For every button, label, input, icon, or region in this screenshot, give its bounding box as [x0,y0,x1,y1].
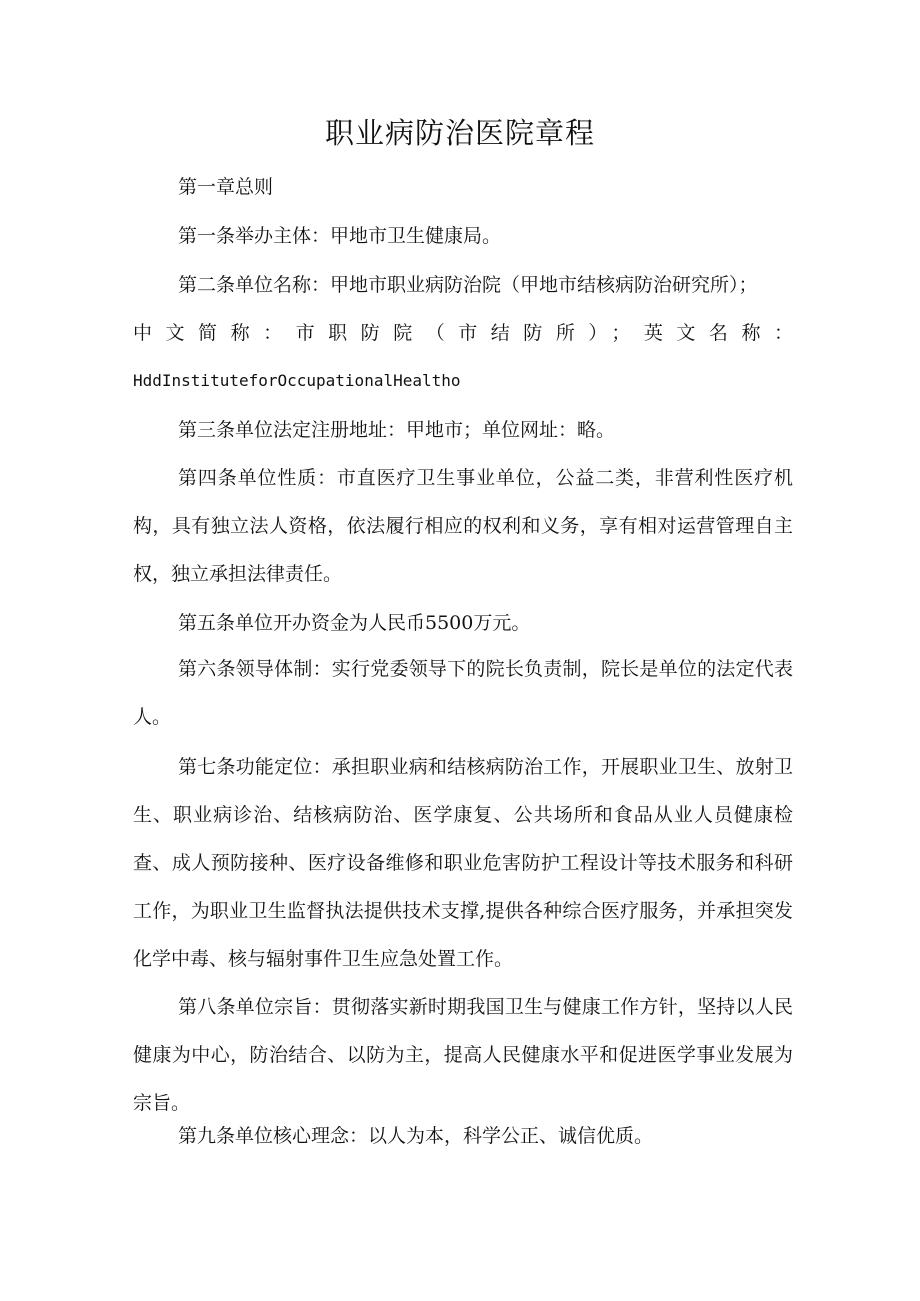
article-2-line-2: 中文简称：市职防院（市结防所）；英文名称： [133,322,793,344]
article-4: 第四条单位性质：市直医疗卫生事业单位，公益二类，非营利性医疗机构，具有独立法人资格，依法履行相应的权利和义务，享有相对运营管理自主权，独立承担法律责任。 [133,467,793,585]
article-5: 第五条单位开办资金为人民币5500万元。 [178,612,531,634]
article-1: 第一条举办主体：甲地市卫生健康局。 [178,225,502,247]
article-6: 第六条领导体制：实行党委领导下的院长负责制，院长是单位的法定代表人。 [133,658,793,728]
chapter-heading: 第一章总则 [178,176,274,198]
article-9: 第九条单位核心理念：以人为本，科学公正、诚信优质。 [178,1125,654,1147]
article-2-english-name: HddInstituteforOccupationalHealtho [133,371,461,390]
document-title: 职业病防治医院章程 [324,116,595,150]
article-7: 第七条功能定位：承担职业病和结核病防治工作，开展职业卫生、放射卫生、职业病诊治、结核病防治、医学康复、公共场所和食品从业人员健康检查、成人预防接种、医疗设备维修和职业危害防护工程设计等技术服务和科研工作，为职业卫生监督执法提供技术支撑,提供各种综合医疗服务，并承担突发化学中毒、核与辐射事件卫生应急处置工作。 [133,756,793,970]
article-2 [133,261,793,405]
article-3: 第三条单位法定注册地址：甲地市；单位网址：略。 [178,419,616,441]
article-2-line-1: 第二条单位名称：甲地市职业病防治院（甲地市结核病防治研究所）； [178,274,758,296]
article-8: 第八条单位宗旨：贯彻落实新时期我国卫生与健康工作方针，坚持以人民健康为中心，防治结合、以防为主，提高人民健康水平和促进医学事业发展为宗旨。 [133,996,793,1114]
